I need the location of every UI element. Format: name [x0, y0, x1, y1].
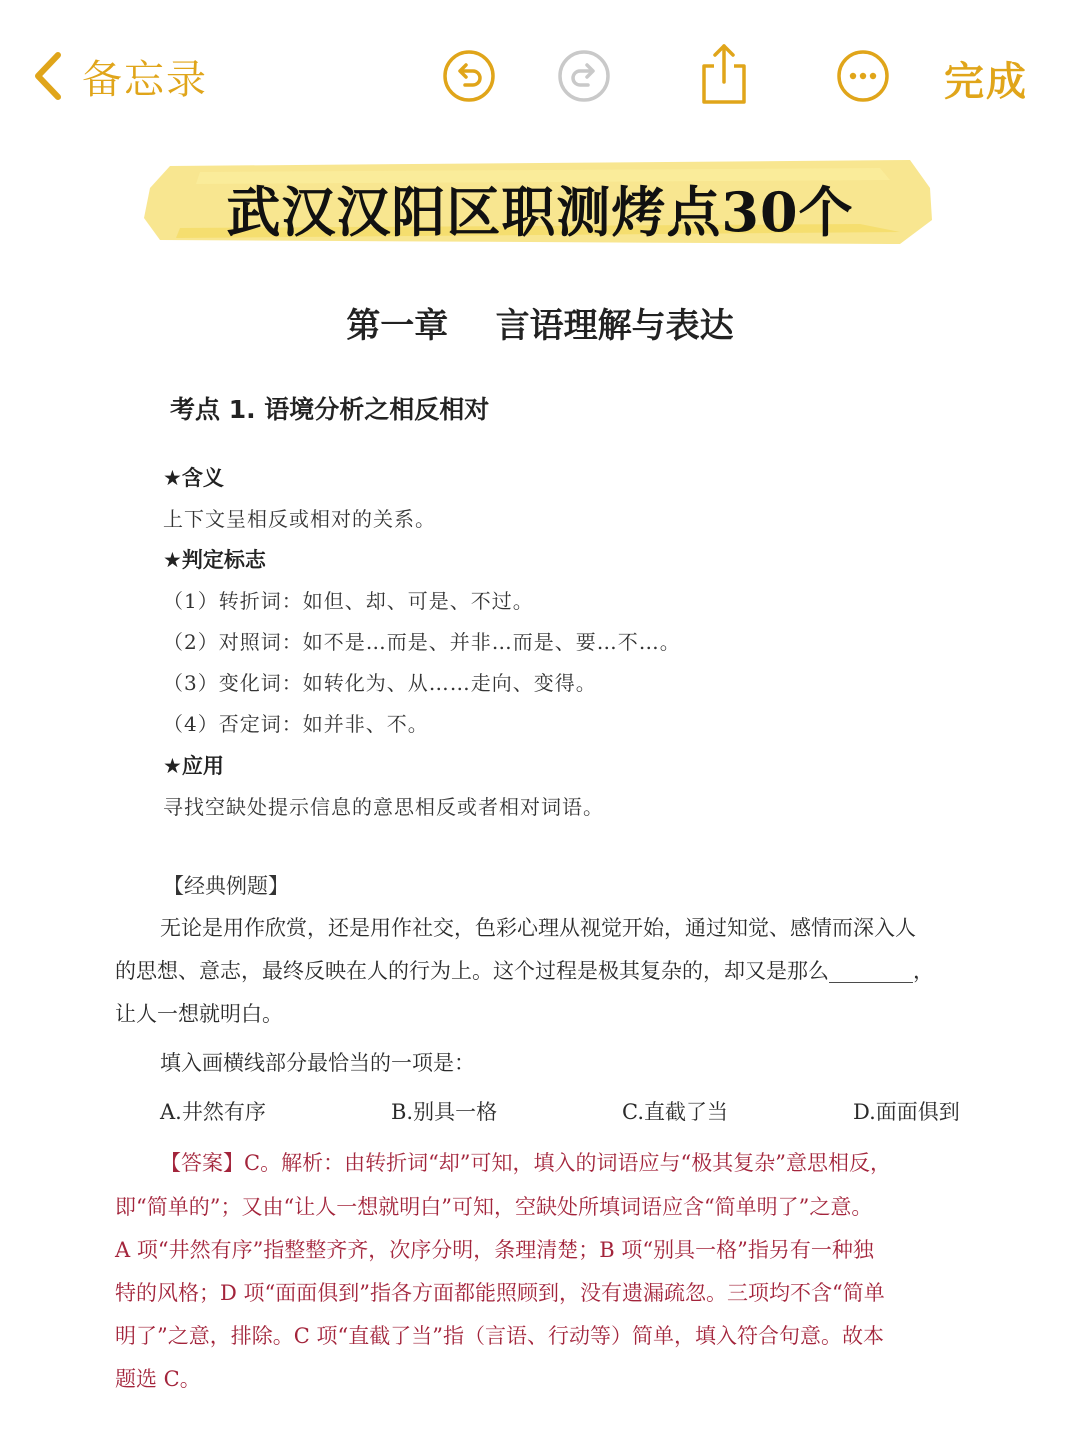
meaning-text: 上下文呈相反或相对的关系。 [163, 507, 436, 531]
done-button[interactable]: 完成 [944, 59, 1028, 105]
answer-line: 即“简单的”；又由“让人一想就明白”可知，空缺处所填词语应含“简单明了”之意。 [115, 1195, 873, 1219]
back-button[interactable] [30, 48, 208, 104]
criteria-item: （4）否定词：如并非、不。 [163, 712, 429, 736]
criteria-heading: ★判定标志 [163, 548, 266, 572]
apply-text: 寻找空缺处提示信息的意思相反或者相对词语。 [163, 795, 604, 819]
apply-heading: ★应用 [163, 754, 224, 778]
share-icon[interactable] [696, 42, 752, 106]
undo-icon[interactable] [441, 48, 497, 104]
question-text: 填入画横线部分最恰当的一项是： [160, 1051, 475, 1075]
page-title: 武汉汉阳区职测烤点30个 [226, 180, 854, 244]
meaning-heading: ★含义 [163, 466, 224, 490]
example-heading: 【经典例题】 [163, 874, 289, 898]
option-c: C.直截了当 [622, 1100, 728, 1124]
criteria-item: （2）对照词：如不是…而是、并非…而是、要…不…。 [163, 630, 681, 654]
example-line: 的思想、意志，最终反映在人的行为上。这个过程是极其复杂的，却又是那么________， [115, 959, 934, 983]
option-d: D.面面俱到 [853, 1100, 960, 1124]
chapter-heading: 第一章 言语理解与表达 [346, 306, 734, 346]
answer-options [160, 1096, 980, 1128]
answer-line: A 项“井然有序”指整整齐齐，次序分明，条理清楚；B 项“别具一格”指另有一种独 [115, 1238, 874, 1262]
back-label: 备忘录 [82, 56, 208, 103]
notes-toolbar [0, 0, 1080, 150]
chevron-left-icon [30, 51, 64, 101]
criteria-item: （3）变化词：如转化为、从……走向、变得。 [163, 671, 597, 695]
option-a: A.井然有序 [160, 1100, 266, 1124]
answer-line: 【答案】C。解析：由转折词“却”可知，填入的词语应与“极其复杂”意思相反， [160, 1151, 892, 1175]
criteria-item: （1）转折词：如但、却、可是、不过。 [163, 589, 534, 613]
answer-line: 特的风格；D 项“面面俱到”指各方面都能照顾到，没有遗漏疏忽。三项均不含“简单 [115, 1281, 885, 1305]
option-b: B.别具一格 [391, 1100, 498, 1124]
more-icon[interactable] [835, 48, 891, 104]
title-banner [140, 158, 940, 248]
section-heading: 考点 1. 语境分析之相反相对 [170, 395, 490, 424]
answer-line: 明了”之意，排除。C 项“直截了当”指（言语、行动等）简单，填入符合句意。故本 [115, 1324, 884, 1348]
answer-line: 题选 C。 [115, 1367, 201, 1391]
example-line: 无论是用作欣赏，还是用作社交，色彩心理从视觉开始，通过知觉、感情而深入人 [160, 916, 916, 940]
redo-icon[interactable] [556, 48, 612, 104]
example-line: 让人一想就明白。 [115, 1002, 283, 1026]
